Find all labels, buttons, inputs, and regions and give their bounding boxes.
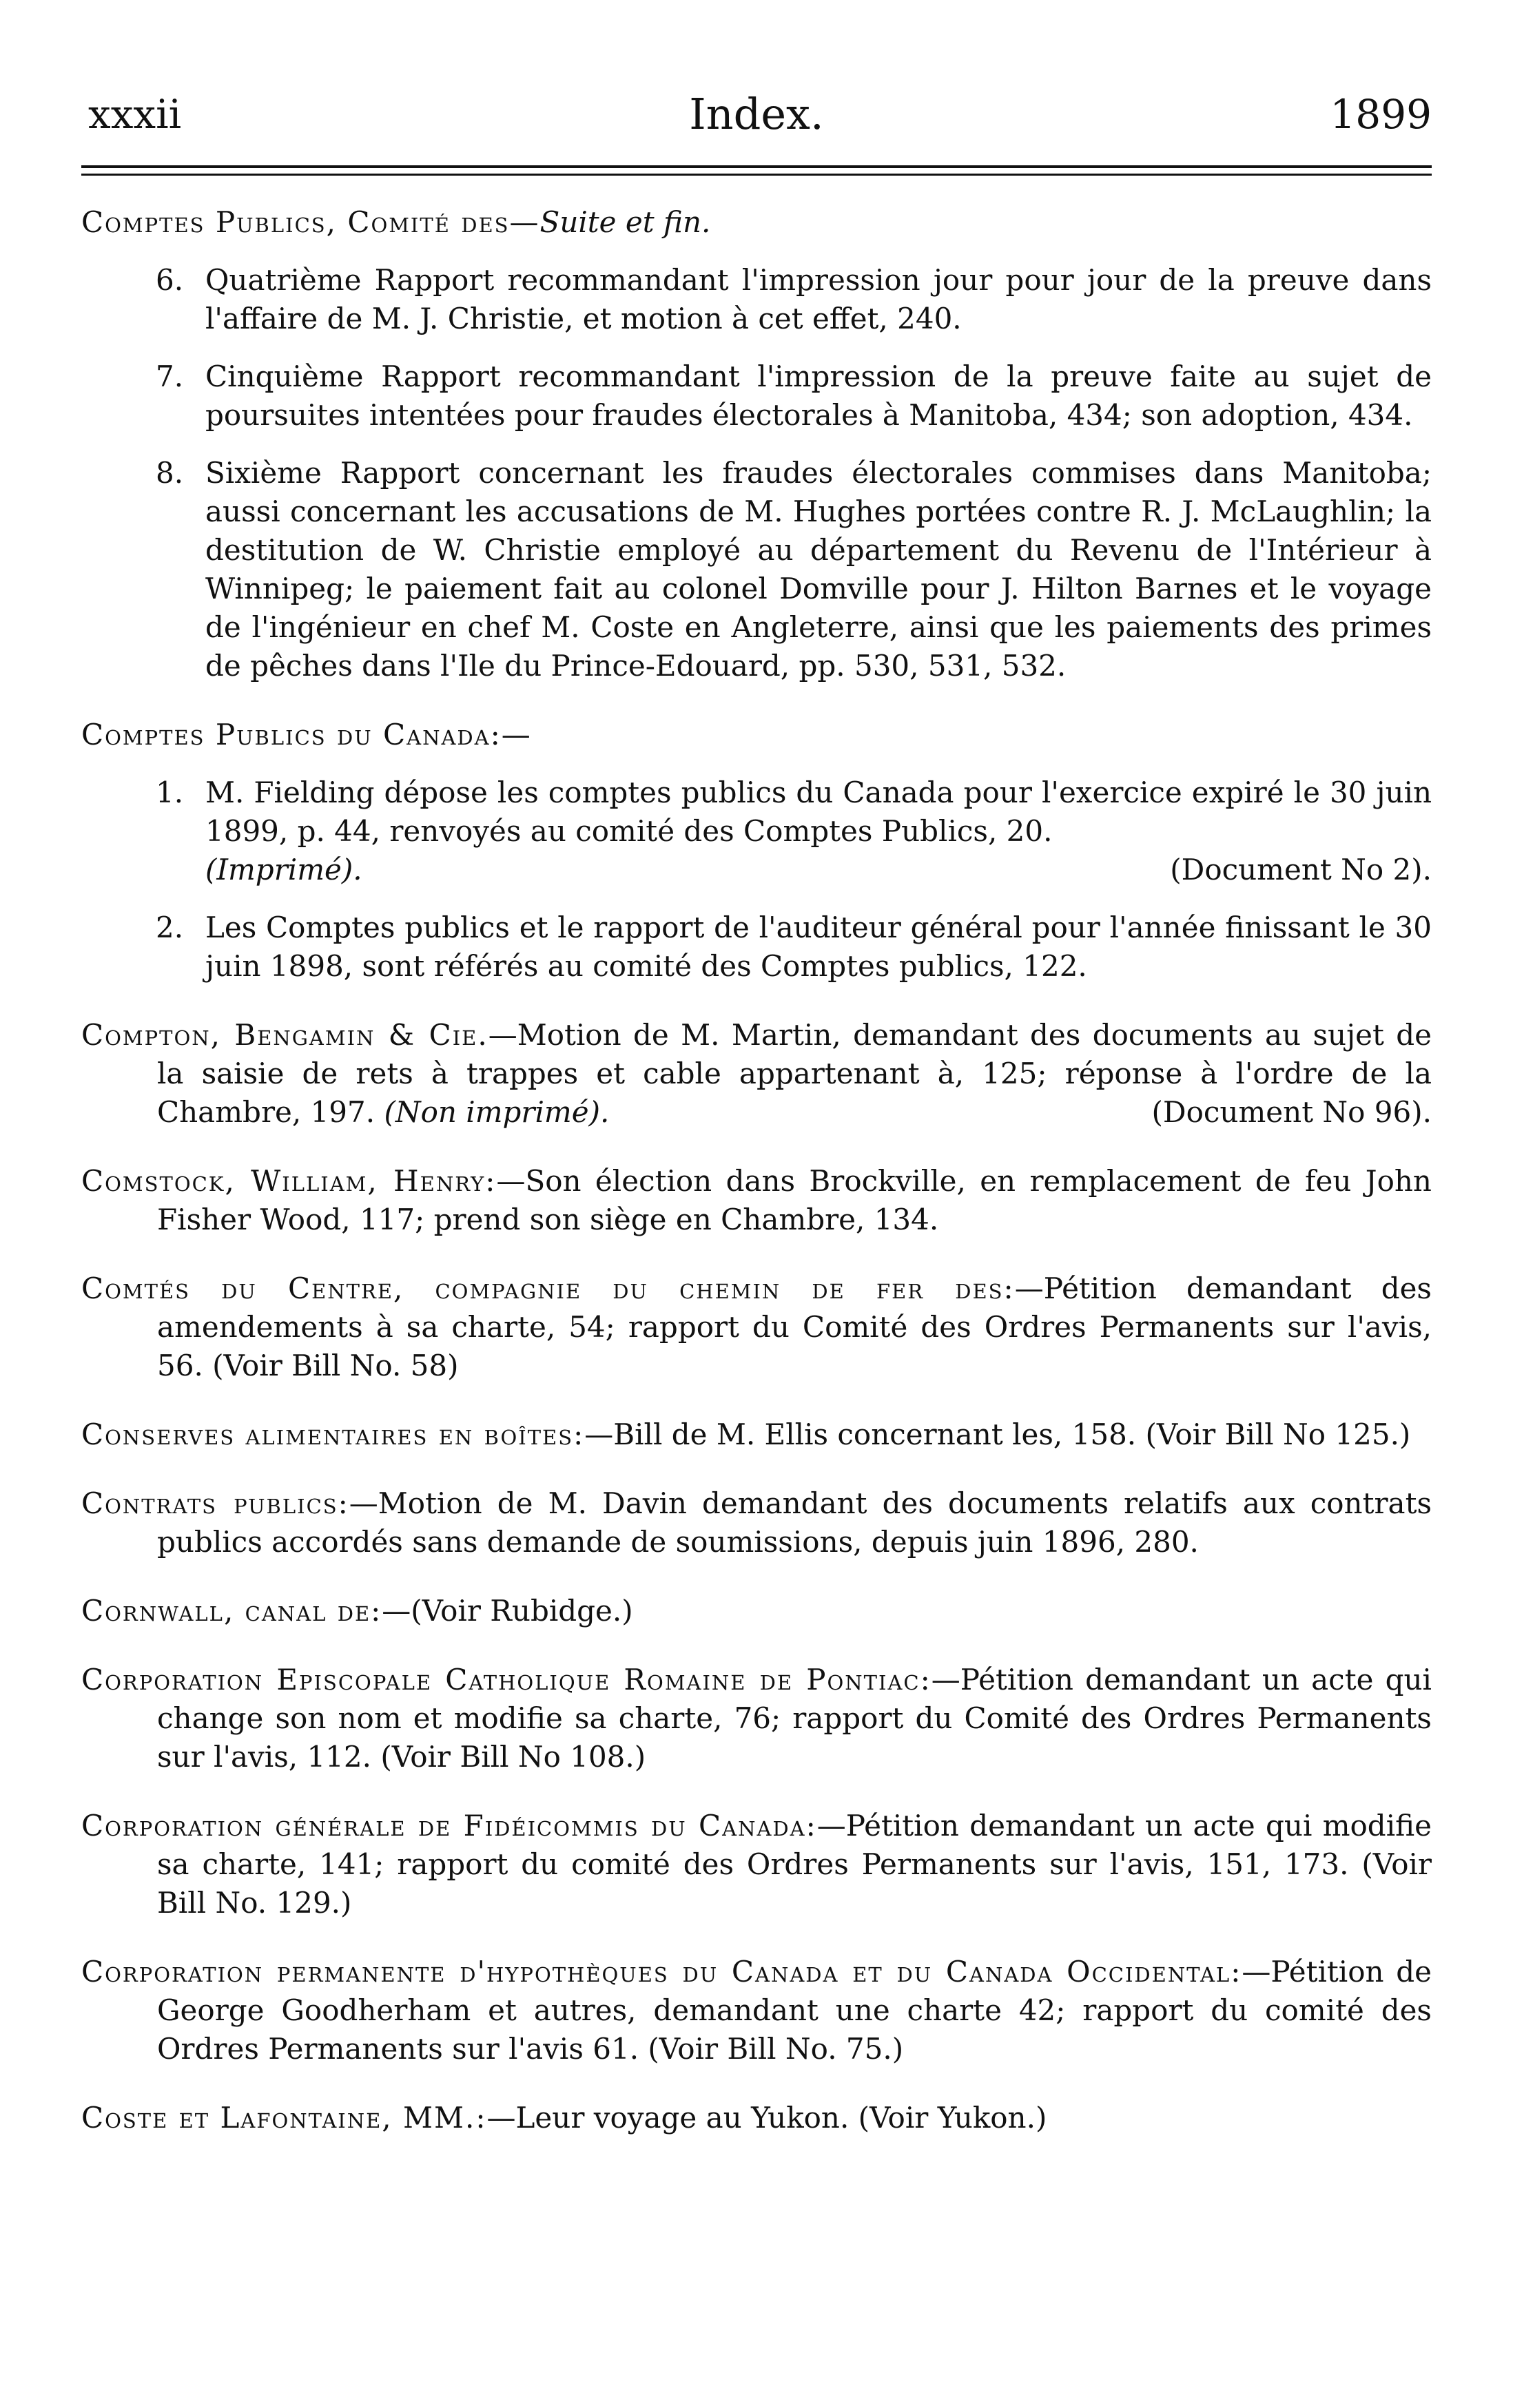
header-rule-secondary (81, 174, 1432, 176)
index-entry (81, 1484, 1432, 1561)
item-text: Cinquième Rapport recommandant l'impression de la preuve faite au sujet de poursuites intentées pour fraudes électorales à Manitoba, 434; son adoption, 434. (205, 360, 1432, 432)
entry-body: —Motion de M. Davin demandant des documents relatifs aux contrats publics accordés sans demande de soumissions, depuis juin 1896, 280. (157, 1486, 1432, 1559)
index-page (81, 81, 1432, 2137)
item-number: 1. (156, 776, 184, 809)
entry-heading: Cornwall, canal de: (81, 1594, 382, 1628)
entry-body: —Pétition demandant un acte qui modifie sa charte, 141; rapport du comité des Ordres Permanents sur l'avis, 151, 173. (Voir Bill No. 129.) (157, 1809, 1432, 1920)
entry-body: —Leur voyage au Yukon. (Voir Yukon.) (486, 2101, 1047, 2135)
entry-body: —Bill de M. Ellis concernant les, 158. (Voir Bill No 125.) (584, 1418, 1411, 1451)
entry-body: —Pétition demandant des amendements à sa charte, 54; rapport du Comité des Ordres Permanents sur l'avis, 56. (Voir Bill No. 58) (157, 1272, 1432, 1382)
entry-heading: Corporation générale de Fidéicommis du Canada: (81, 1809, 817, 1843)
item-number: 8. (156, 456, 184, 490)
entry-heading: Comptes Publics du Canada:— (81, 718, 532, 751)
index-entry (81, 1953, 1432, 2068)
index-entry (81, 2099, 1432, 2137)
entry-heading-suffix: Suite et fin. (539, 205, 711, 239)
item-number: 2. (156, 911, 184, 944)
page-title: Index. (689, 89, 824, 139)
print-note: (Imprimé). (205, 853, 362, 886)
entry-heading: Comstock, William, Henry: (81, 1164, 497, 1198)
list-item (81, 261, 1432, 338)
document-ref: (Document No 2). (1170, 853, 1432, 886)
entry-body: —Pétition demandant un acte qui change son nom et modifie sa charte, 76; rapport du Comité des Ordres Permanents sur l'avis, 112. (Voir Bill No 108.) (157, 1663, 1432, 1774)
item-text: Les Comptes publics et le rapport de l'auditeur général pour l'année finissant le 30 juin 1898, sont référés au comité des Comptes publics, 122. (205, 911, 1432, 983)
entry-heading: Contrats publics: (81, 1486, 349, 1520)
list-item (81, 774, 1432, 889)
entry-heading: Comtés du Centre, compagnie du chemin de fer des: (81, 1272, 1015, 1305)
list-item (81, 454, 1432, 685)
header-rule (81, 165, 1432, 168)
entry-body: —Motion de M. Martin, demandant des documents au sujet de la saisie de rets à trappes et cable appartenant à, 125; réponse à l'ordre de la Chambre, 197. (157, 1018, 1432, 1129)
item-number: 6. (156, 263, 184, 297)
index-entry (81, 716, 1432, 986)
print-note: (Non imprimé). (384, 1095, 610, 1129)
entry-heading: Conserves alimentaires en boîtes: (81, 1418, 585, 1451)
index-entry (81, 1269, 1432, 1385)
index-content (81, 203, 1432, 2137)
index-entry (81, 203, 1432, 685)
index-entry (81, 1807, 1432, 1922)
index-entry (81, 1415, 1432, 1454)
entry-body: —Pétition de George Goodherham et autres, demandant une charte 42; rapport du comité des Ordres Permanents sur l'avis 61. (Voir Bill No. 75.) (157, 1955, 1432, 2066)
entry-heading: Corporation Episcopale Catholique Romaine de Pontiac: (81, 1663, 932, 1696)
entry-heading: Corporation permanente d'hypothèques du Canada et du Canada Occidental: (81, 1955, 1242, 1989)
index-entry (81, 1661, 1432, 1776)
index-entry (81, 1162, 1432, 1239)
item-text: Sixième Rapport concernant les fraudes électorales commises dans Manitoba; aussi concernant les accusations de M. Hughes portées contre R. J. McLaughlin; la destitution de W. Christie employé au département du Revenu de l'Intérieur à Winnipeg; le paiement fait au colonel Domville pour J. Hilton Barnes et le voyage de l'ingénieur en chef M. Coste en Angleterre, ainsi que les paiements des primes de pêches dans l'Ile du Prince-Edouard, pp. 530, 531, 532. (205, 456, 1432, 683)
item-text: Quatrième Rapport recommandant l'impression jour pour jour de la preuve dans l'affaire de M. J. Christie, et motion à cet effet, 240. (205, 263, 1432, 335)
entry-heading: Comptes Publics, Comité des— (81, 205, 540, 239)
entry-body: —(Voir Rubidge.) (382, 1594, 633, 1628)
index-entry (81, 1016, 1432, 1132)
running-header (81, 81, 1432, 147)
index-entry (81, 1592, 1432, 1630)
page-number: xxxii (88, 91, 182, 138)
entry-body: —Son élection dans Brockville, en remplacement de feu John Fisher Wood, 117; prend son siège en Chambre, 134. (157, 1164, 1432, 1236)
item-text: M. Fielding dépose les comptes publics du Canada pour l'exercice expiré le 30 juin 1899, p. 44, renvoyés au comité des Comptes Publics, 20. (205, 776, 1432, 848)
list-item (81, 909, 1432, 986)
entry-heading: Compton, Bengamin & Cie. (81, 1018, 488, 1052)
document-ref: (Document No 96). (1151, 1095, 1432, 1129)
list-item (81, 357, 1432, 435)
item-number: 7. (156, 360, 184, 393)
year: 1899 (1330, 91, 1432, 138)
entry-heading: Coste et Lafontaine, MM.: (81, 2101, 487, 2135)
